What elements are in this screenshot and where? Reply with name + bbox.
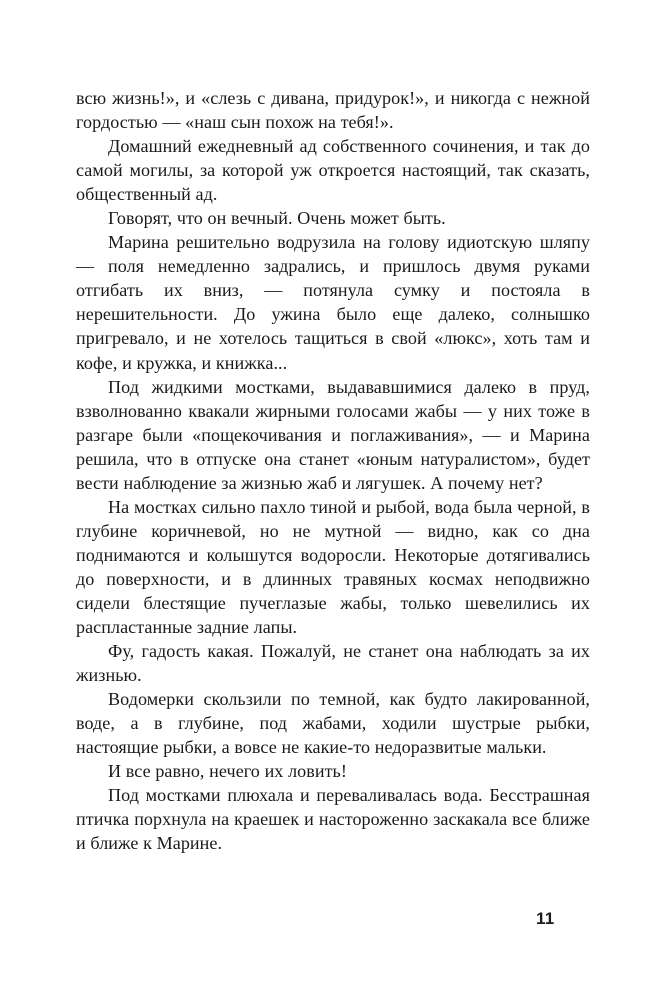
paragraph: всю жизнь!», и «слезь с дивана, придурок!», и никогда с нежной гордостью — «наш сын похож на тебя!». bbox=[76, 88, 590, 133]
paragraph: Марина решительно водрузила на голову идиотскую шляпу — поля немедленно задрались, и пришлось двумя руками отгибать их вниз, — потянула сумку и постояла в нерешительности. До ужина было еще далеко, солнышко пригревало, и не хотелось тащиться в свой «люкс», хоть там и кофе, и кружка, и книжка... bbox=[76, 232, 590, 373]
paragraph: Фу, гадость какая. Пожалуй, не станет она наблюдать за их жизнью. bbox=[76, 641, 590, 686]
body-text-column bbox=[76, 86, 590, 856]
page-number: 11 bbox=[536, 909, 555, 928]
paragraph: Водомерки скользили по темной, как будто лакированной, воде, а в глубине, под жабами, ходили шустрые рыбки, настоящие рыбки, а вовсе не какие-то недоразвитые мальки. bbox=[76, 689, 590, 758]
paragraph: Говорят, что он вечный. Очень может быть. bbox=[108, 208, 446, 229]
paragraph: Домашний ежедневный ад собственного сочинения, и так до самой могилы, за которой уж откроется настоящий, так сказать, общественный ад. bbox=[76, 136, 590, 205]
paragraph: На мостках сильно пахло тиной и рыбой, вода была черной, в глубине коричневой, но не мутной — видно, как со дна поднимаются и колышутся водоросли. Некоторые дотягивались до поверхности, и в длинных травяных космах неподвижно сидели блестящие пучеглазые жабы, только шевелились их распластанные задние лапы. bbox=[76, 496, 590, 638]
paragraph: И все равно, нечего их ловить! bbox=[108, 761, 347, 782]
paragraph: Под мостками плюхала и переваливалась вода. Бесстрашная птичка порхнула на краешек и настороженно заскакала все ближе и ближе к Марине. bbox=[76, 785, 590, 854]
paragraph: Под жидкими мостками, выдававшимися далеко в пруд, взволнованно квакали жирными голосами жабы — у них тоже в разгаре были «пощекочивания и поглаживания», — и Марина решила, что в отпуске она станет «юным натуралистом», будет вести наблюдение за жизнью жаб и лягушек. А почему нет? bbox=[76, 376, 590, 493]
